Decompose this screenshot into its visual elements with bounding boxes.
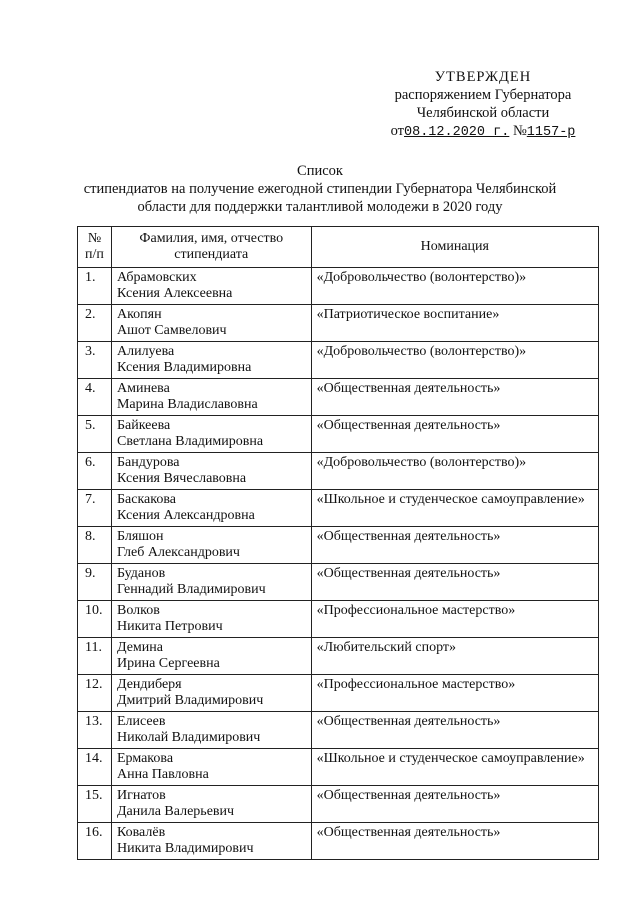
header-nomination: Номинация <box>311 227 598 268</box>
cell-given-names: Ксения Александровна <box>116 508 255 523</box>
heading-line-3: области для поддержки талантливой молодежи в 2020 году <box>137 199 503 215</box>
cell-num: 2. <box>78 305 112 342</box>
cell-num: 8. <box>78 527 112 564</box>
cell-name <box>111 490 311 527</box>
cell-surname: Баскакова <box>116 492 176 507</box>
cell-surname: Бляшон <box>116 529 164 544</box>
table-row <box>78 453 599 490</box>
cell-num: 9. <box>78 564 112 601</box>
table-row <box>78 712 599 749</box>
cell-nomination: «Общественная деятельность» <box>311 786 598 823</box>
approval-number: 1157-р <box>526 125 576 140</box>
cell-surname: Алилуева <box>116 344 175 359</box>
cell-given-names: Марина Владиславовна <box>116 397 258 412</box>
approval-number-prefix: № <box>512 123 527 139</box>
table-row <box>78 379 599 416</box>
cell-surname: Буданов <box>116 566 166 581</box>
cell-given-names: Глеб Александрович <box>116 545 240 560</box>
cell-given-names: Никита Петрович <box>116 619 223 634</box>
heading-line-1: Список <box>297 163 343 179</box>
cell-name <box>111 749 311 786</box>
cell-surname: Ковалёв <box>116 825 166 840</box>
table-row <box>78 601 599 638</box>
cell-given-names: Николай Владимирович <box>116 730 261 745</box>
cell-name <box>111 638 311 675</box>
cell-given-names: Ксения Алексеевна <box>116 286 233 301</box>
cell-name <box>111 268 311 305</box>
table-row <box>78 342 599 379</box>
cell-given-names: Светлана Владимировна <box>116 434 264 449</box>
cell-surname: Волков <box>116 603 160 618</box>
header-name: Фамилия, имя, отчество стипендиата <box>111 227 311 268</box>
cell-nomination: «Профессиональное мастерство» <box>311 675 598 712</box>
cell-given-names: Данила Валерьевич <box>116 804 235 819</box>
cell-name <box>111 416 311 453</box>
cell-num: 7. <box>78 490 112 527</box>
cell-name <box>111 527 311 564</box>
table-row <box>78 564 599 601</box>
cell-num: 10. <box>78 601 112 638</box>
cell-given-names: Ксения Вячеславовна <box>116 471 247 486</box>
table-row <box>78 305 599 342</box>
cell-surname: Акопян <box>116 307 162 322</box>
cell-nomination: «Общественная деятельность» <box>311 564 598 601</box>
approval-date: 08.12.2020 г. <box>404 125 510 140</box>
cell-surname: Дендиберя <box>116 677 182 692</box>
heading-line-2: стипендиатов на получение ежегодной стипендии Губернатора Челябинской <box>83 181 557 197</box>
table-row <box>78 749 599 786</box>
cell-num: 11. <box>78 638 112 675</box>
table-header-row <box>78 227 599 268</box>
table-row <box>78 527 599 564</box>
cell-given-names: Геннадий Владимирович <box>116 582 266 597</box>
cell-surname: Елисеев <box>116 714 166 729</box>
cell-nomination: «Любительский спорт» <box>311 638 598 675</box>
cell-surname: Игнатов <box>116 788 166 803</box>
cell-surname: Байкеева <box>116 418 171 433</box>
cell-given-names: Никита Владимирович <box>116 841 254 856</box>
table-row <box>78 675 599 712</box>
cell-num: 3. <box>78 342 112 379</box>
approval-from-prefix: от <box>390 123 404 139</box>
approval-line-2: Челябинской области <box>416 105 550 121</box>
cell-num: 13. <box>78 712 112 749</box>
cell-nomination: «Школьное и студенческое самоуправление» <box>311 490 598 527</box>
cell-given-names: Ирина Сергеевна <box>116 656 220 671</box>
table-row <box>78 786 599 823</box>
approval-line-1: распоряжением Губернатора <box>394 87 572 103</box>
cell-nomination: «Патриотическое воспитание» <box>311 305 598 342</box>
cell-name <box>111 305 311 342</box>
cell-nomination: «Общественная деятельность» <box>311 416 598 453</box>
cell-num: 1. <box>78 268 112 305</box>
cell-name <box>111 601 311 638</box>
cell-nomination: «Добровольчество (волонтерство)» <box>311 342 598 379</box>
cell-nomination: «Профессиональное мастерство» <box>311 601 598 638</box>
cell-nomination: «Школьное и студенческое самоуправление» <box>311 749 598 786</box>
table-row <box>78 823 599 860</box>
table-row <box>78 638 599 675</box>
cell-surname: Бандурова <box>116 455 180 470</box>
header-num: № п/п <box>78 227 112 268</box>
cell-num: 4. <box>78 379 112 416</box>
cell-surname: Абрамовских <box>116 270 197 285</box>
cell-nomination: «Общественная деятельность» <box>311 527 598 564</box>
cell-name <box>111 564 311 601</box>
cell-nomination: «Добровольчество (волонтерство)» <box>311 268 598 305</box>
cell-name <box>111 712 311 749</box>
table-row <box>78 490 599 527</box>
table-row <box>78 268 599 305</box>
cell-name <box>111 379 311 416</box>
cell-given-names: Дмитрий Владимирович <box>116 693 264 708</box>
cell-surname: Аминева <box>116 381 170 396</box>
cell-name <box>111 786 311 823</box>
cell-name <box>111 453 311 490</box>
document-heading <box>70 162 570 216</box>
approval-title: УТВЕРЖДЕН <box>434 69 532 85</box>
scholars-table <box>77 226 599 860</box>
cell-num: 15. <box>78 786 112 823</box>
cell-nomination: «Добровольчество (волонтерство)» <box>311 453 598 490</box>
cell-surname: Ермакова <box>116 751 174 766</box>
approval-stamp <box>378 68 588 142</box>
cell-num: 16. <box>78 823 112 860</box>
cell-num: 5. <box>78 416 112 453</box>
cell-given-names: Ксения Владимировна <box>116 360 252 375</box>
cell-surname: Демина <box>116 640 163 655</box>
cell-name <box>111 342 311 379</box>
cell-num: 12. <box>78 675 112 712</box>
cell-given-names: Анна Павловна <box>116 767 209 782</box>
cell-num: 6. <box>78 453 112 490</box>
cell-name <box>111 675 311 712</box>
cell-nomination: «Общественная деятельность» <box>311 712 598 749</box>
cell-num: 14. <box>78 749 112 786</box>
cell-name <box>111 823 311 860</box>
cell-nomination: «Общественная деятельность» <box>311 823 598 860</box>
cell-given-names: Ашот Самвелович <box>116 323 227 338</box>
approval-date-line <box>378 122 588 142</box>
table-row <box>78 416 599 453</box>
cell-nomination: «Общественная деятельность» <box>311 379 598 416</box>
